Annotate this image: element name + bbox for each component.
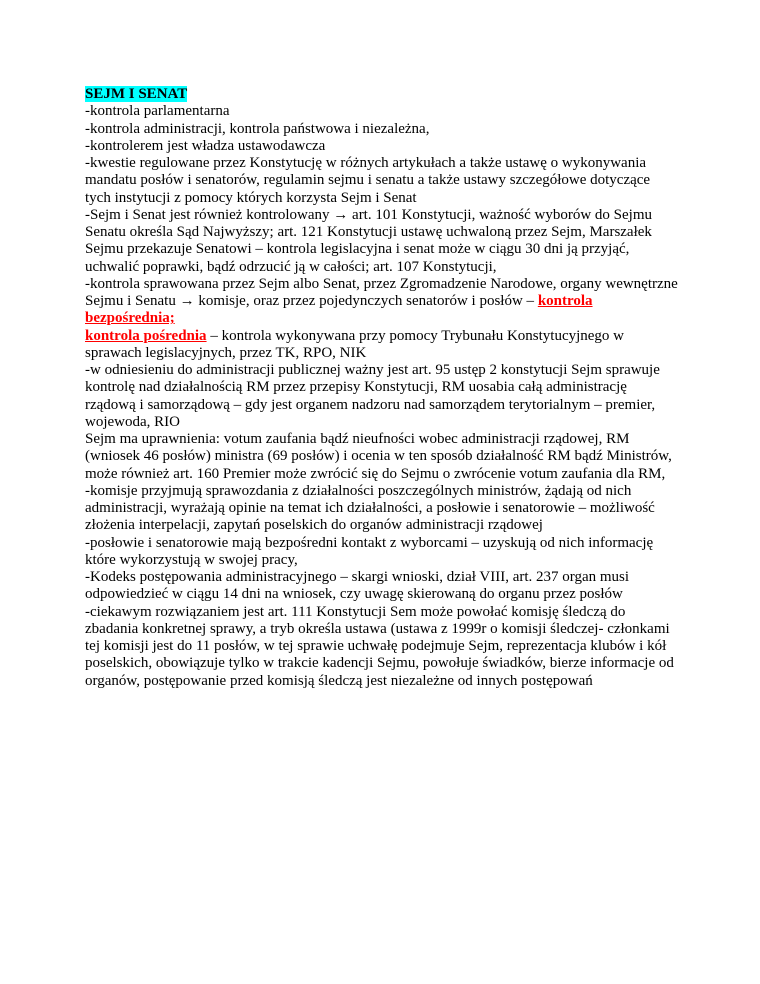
- paragraph: [85, 155, 679, 207]
- text-run: -kwestie regulowane przez Konstytucję w różnych artykułach a także ustawę o wykonywania mandatu posłów i senatorów, regulamin sejmu i senatu a także ustawy szczegółowe dotyczące tych instytucji z pomocy których korzysta Sejm i Senat: [85, 155, 651, 206]
- text-run: -kontrolerem jest władza ustawodawcza: [85, 137, 326, 154]
- text-run: -posłowie i senatorowie mają bezpośredni kontakt z wyborcami – uzyskują od nich informację które wykorzystują w swojej pracy,: [85, 534, 654, 568]
- paragraph: [85, 276, 679, 328]
- text-run: -komisje przyjmują sprawozdania z działalności poszczególnych ministrów, żądają od nich administracji, wyrażają opinie na temat ich działalności, a posłowie i senatorowie – możliwość złożenia interpelacji, zapytań poselskich do organów administracji rządowej: [85, 482, 655, 534]
- text-run: Sejm ma uprawnienia: votum zaufania bądź nieufności wobec administracji rządowej, RM (wniosek 46 posłów) ministra (69 posłów) i ocenia w ten sposób działalność RM bądź Ministrów, może również art. 160 Premier może zwrócić się do Sejmu o zwrócenie votum zaufania dla RM,: [85, 431, 672, 482]
- red-emphasis-text: kontrola pośrednia: [85, 327, 207, 344]
- text-run: -ciekawym rozwiązaniem jest art. 111 Konstytucji Sem może powołać komisję śledczą do zbadania konkretnej sprawy, a tryb określa ustawa (ustawa z 1999r o komisji śledczej- członkami tej komisji jest do 11 posłów, w tej sprawie uchwałę podejmuje Sejm, reprezentacja klubów i kół poselskich, obowiązuje tylko w trakcie kadencji Sejmu, powołuje świadków, bierze informacje od organów, postępowanie przed komisją śledczą jest niezależne od innych postępowań: [85, 603, 674, 689]
- text-run: – kontrola wykonywana przy pomocy Trybunału Konstytucyjnego w sprawach legislacyjnych, przez TK, RPO, NIK: [85, 327, 625, 361]
- text-run: -kontrola administracji, kontrola państwowa i niezależna,: [85, 120, 430, 137]
- paragraph: [85, 535, 679, 570]
- text-run: -Sejm i Senat jest również kontrolowany → art. 101 Konstytucji, ważność wyborów do Sejmu Senatu określa Sąd Najwyższy; art. 121 Konstytucji ustawę uchwaloną przez Sejm, Marszałek Sejmu przekazuje Senatowi – kontrola legislacyjna i senat może w ciągu 30 dni ją przyjąć, uchwalić poprawki, bądź odrzucić ją w całości; art. 107 Konstytucji,: [85, 206, 652, 275]
- paragraph: [85, 103, 679, 120]
- paragraph: [85, 138, 679, 155]
- paragraph: [85, 483, 679, 535]
- paragraph: [85, 328, 679, 363]
- document-page: [85, 86, 679, 690]
- text-run: -Kodeks postępowania administracyjnego – skargi wnioski, dział VIII, art. 237 organ musi odpowiedzieć w ciągu 14 dni na wniosek, czy uwagę skierowaną do organu przez posłów: [85, 569, 630, 603]
- paragraph: [85, 431, 679, 483]
- paragraph: [85, 121, 679, 138]
- paragraph: [85, 604, 679, 690]
- text-run: -kontrola sprawowana przez Sejm albo Senat, przez Zgromadzenie Narodowe, organy wewnętrzne Sejmu i Senatu → komisje, oraz przez pojedynczych senatorów i posłów –: [85, 275, 678, 309]
- text-run: -w odniesieniu do administracji publicznej ważny jest art. 95 ustęp 2 konstytucji Sejm sprawuje kontrolę nad działalnością RM przez przepisy Konstytucji, RM uosabia całą administrację rządową i samorządową – gdy jest organem nadzoru nad samorządem terytorialnym – premier, wojewoda, RIO: [85, 362, 660, 430]
- paragraph: [85, 569, 679, 604]
- red-emphasis-text: kontrola bezpośrednia;: [85, 293, 593, 327]
- paragraph: [85, 362, 679, 431]
- document-title: SEJM I SENAT: [85, 86, 188, 102]
- document-title-line: [85, 86, 679, 103]
- text-run: -kontrola parlamentarna: [85, 103, 230, 120]
- paragraph: [85, 207, 679, 276]
